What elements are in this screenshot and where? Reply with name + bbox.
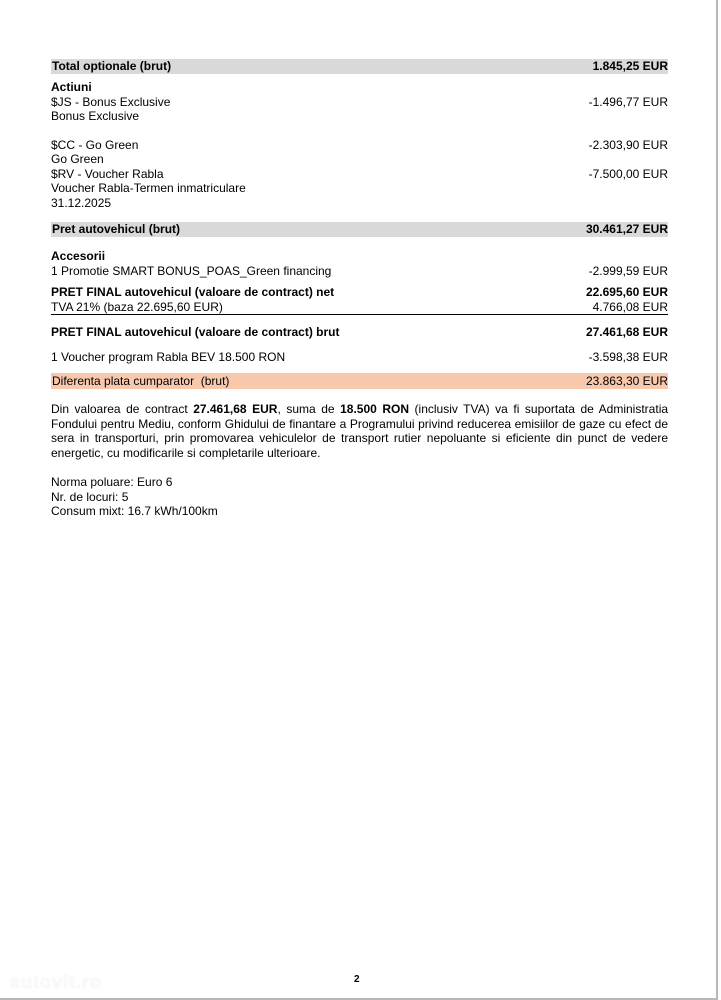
action-item-rv [51,167,668,182]
accesorii-item-amount: -2.999,59 EUR [588,263,668,278]
action-item-js-amount: -1.496,77 EUR [588,94,668,109]
action-item-rv-code: $RV - Voucher Rabla [51,166,164,181]
pret-final-net-row [51,285,668,300]
pret-final-brut-amount: 27.461,68 EUR [585,325,668,339]
page-number: 2 [354,974,360,985]
tva-row [51,300,668,316]
diferenta-label: Diferenta plata cumparator (brut) [52,374,230,388]
action-item-js-desc: Bonus Exclusive [51,109,140,123]
paragraph-ron-sum: 18.500 RON [340,402,409,416]
pret-autovehicul-label: Pret autovehicul (brut) [52,222,181,236]
pret-final-brut-row [51,325,668,340]
action-item-js-code: $JS - Bonus Exclusive [51,94,171,109]
pret-autovehicul-row [51,222,668,237]
spec-norma-poluare: Norma poluare: Euro 6 [51,475,173,489]
actiuni-heading: Actiuni [51,80,92,94]
diferenta-row [51,373,668,389]
action-item-js [51,95,668,110]
action-item-rv-date: 31.12.2025 [51,195,112,210]
action-item-cc [51,138,668,153]
spec-nr-locuri: Nr. de locuri: 5 [51,489,129,504]
diferenta-amount: 23.863,30 EUR [585,374,668,388]
paragraph-part-3: (inclusiv TVA) va fi suportata de Administratia Fondului pentru Mediu, conform Ghidului de finantare a Programului privind reducerea emisiilor de gaze cu efect de sera in transporturi, prin promovarea vehiculelor de transport rutier nepoluante si eficiente din punct de vedere energetic, cu modificarile si completarile ulterioare. [51,402,669,460]
action-item-cc-code: $CC - Go Green [51,137,139,152]
voucher-label: 1 Voucher program Rabla BEV 18.500 RON [51,349,286,364]
total-optionale-amount: 1.845,25 EUR [592,59,668,73]
action-item-cc-amount: -2.303,90 EUR [588,137,668,152]
total-optionale-row [51,59,668,74]
document-content [51,59,668,519]
paragraph-part-1: Din valoarea de contract [51,402,194,416]
paragraph-contract-value: 27.461,68 EUR [193,402,278,416]
accesorii-item-label: 1 Promotie SMART BONUS_POAS_Green financing [51,263,332,278]
tva-label: TVA 21% (baza 22.695,60 EUR) [51,299,223,314]
accesorii-heading: Accesorii [51,249,106,263]
pret-final-net-amount: 22.695,60 EUR [585,285,668,299]
watermark-logo: autovit.ro [10,972,103,992]
action-item-rv-desc: Voucher Rabla-Termen inmatriculare [51,181,246,195]
pret-final-brut-label: PRET FINAL autovehicul (valoare de contract) brut [51,325,340,339]
paragraph-part-2: , suma de [277,402,341,416]
spec-consum-mixt: Consum mixt: 16.7 kWh/100km [51,504,218,518]
action-item-cc-desc: Go Green [51,152,104,166]
total-optionale-label: Total optionale (brut) [52,59,172,73]
action-item-rv-amount: -7.500,00 EUR [588,166,668,181]
voucher-amount: -3.598,38 EUR [588,349,668,364]
voucher-row [51,350,668,365]
pret-autovehicul-amount: 30.461,27 EUR [585,222,668,236]
tva-amount: 4.766,08 EUR [592,299,668,314]
pret-final-net-label: PRET FINAL autovehicul (valoare de contract) net [51,285,335,299]
rabla-paragraph [51,402,668,460]
accesorii-item [51,264,668,279]
